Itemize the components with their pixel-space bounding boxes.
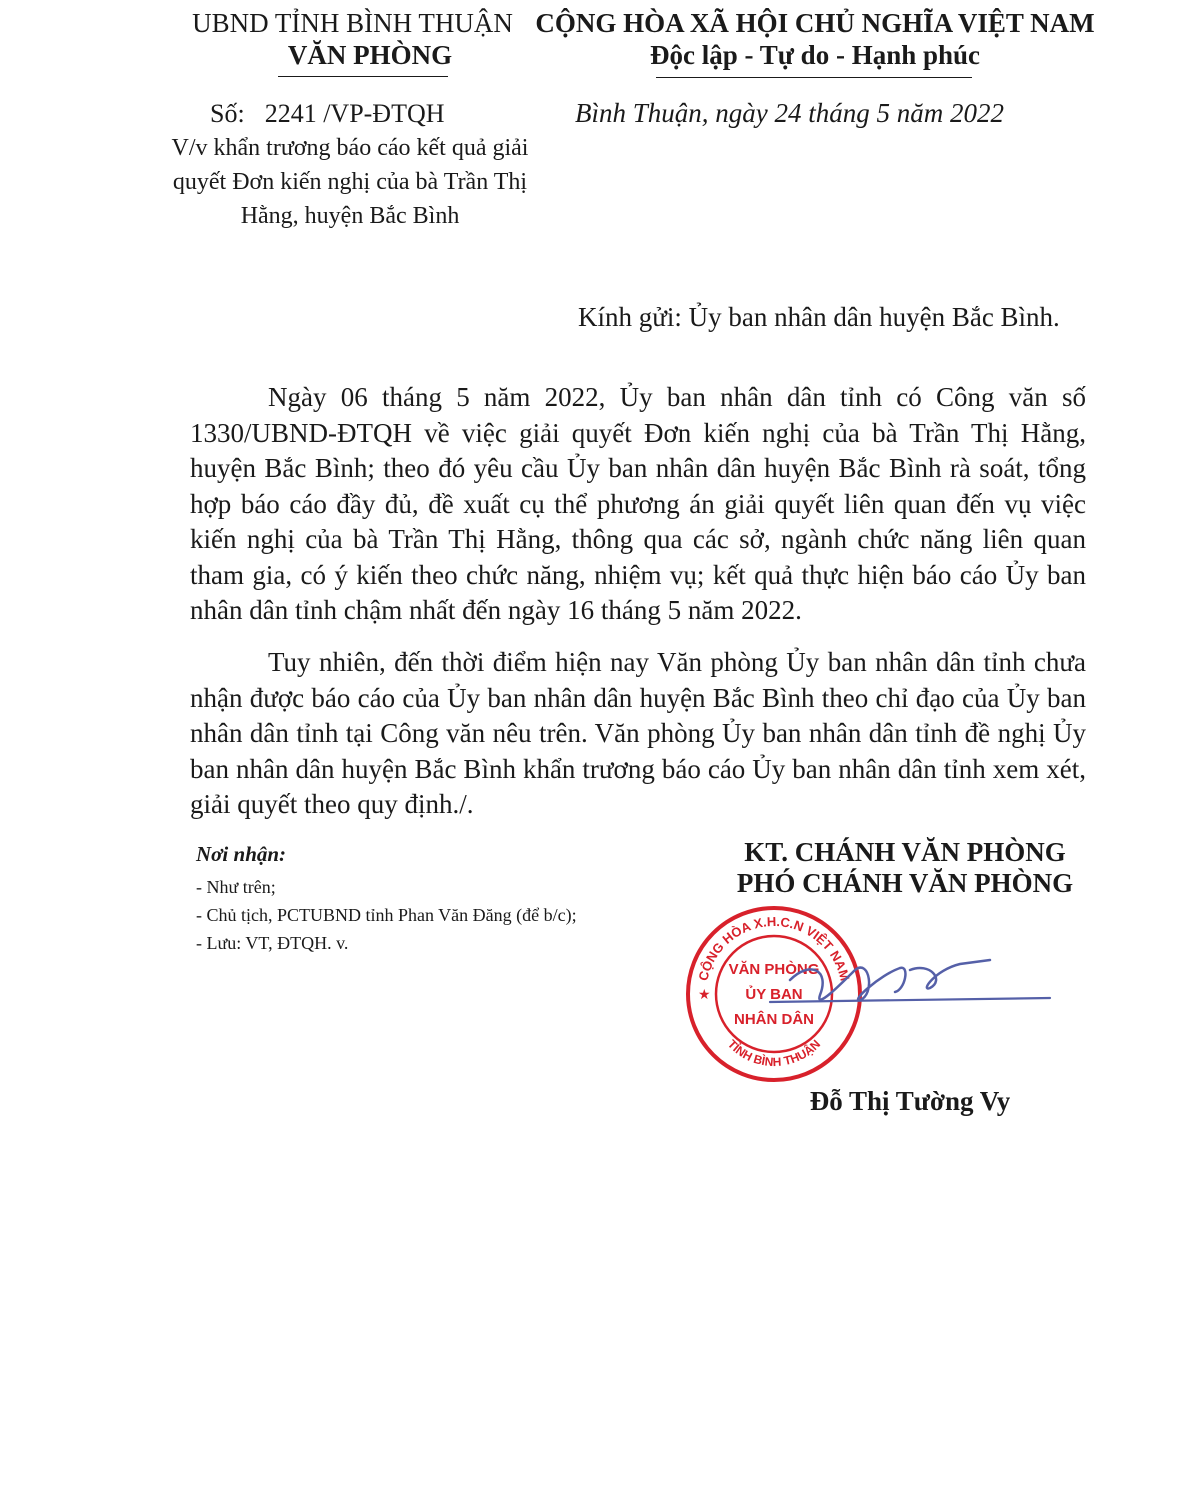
recipient-line: Kính gửi: Ủy ban nhân dân huyện Bắc Bình.	[578, 302, 1060, 332]
signature-title-1: KT. CHÁNH VĂN PHÒNG	[744, 837, 1066, 867]
stamp-center-line: ỦY BAN	[745, 986, 803, 1003]
distribution-label: Nơi nhận:	[196, 842, 287, 866]
handwritten-signature	[760, 940, 1060, 1030]
motto-underline	[656, 77, 972, 78]
org-underline	[278, 76, 448, 77]
signature-title-2: PHÓ CHÁNH VĂN PHÒNG	[736, 868, 1074, 898]
national-title: CỘNG HÒA XÃ HỘI CHỦ NGHĨA VIỆT NAM	[535, 8, 1095, 38]
body-paragraph-1: Ngày 06 tháng 5 năm 2022, Ủy ban nhân dân tỉnh có Công văn số 1330/UBND-ĐTQH về việc giải quyết Đơn kiến nghị của bà Trần Thị Hằng, huyện Bắc Bình; theo đó yêu cầu Ủy ban nhân dân huyện Bắc Bình rà soát, tổng hợp báo cáo đầy đủ, đề xuất cụ thể phương án giải quyết liên quan đến vụ việc kiến nghị của bà Trần Thị Hằng, thông qua các sở, ngành chức năng liên quan tham gia, có ý kiến theo chức năng, nhiệm vụ; kết quả thực hiện báo cáo Ủy ban nhân dân tỉnh chậm nhất đến ngày 16 tháng 5 năm 2022.	[190, 382, 1086, 625]
distribution-item: - Như trên;	[196, 877, 276, 897]
document-number-value: 2241 /VP-ĐTQH	[264, 99, 445, 128]
document-number-label: Số:	[210, 99, 245, 128]
svg-text:★: ★	[698, 987, 711, 1003]
stamp-ring-text: CỘNG HÒA X.H.C.N VIỆT NAM	[695, 913, 853, 983]
stamp-center-line: NHÂN DÂN	[734, 1011, 814, 1028]
body-paragraph-2: Tuy nhiên, đến thời điểm hiện nay Văn phòng Ủy ban nhân dân tỉnh chưa nhận được báo cáo của Ủy ban nhân dân huyện Bắc Bình theo chỉ đạo của Ủy ban nhân dân tỉnh tại Công văn nêu trên. Văn phòng Ủy ban nhân dân tỉnh đề nghị Ủy ban nhân dân huyện Bắc Bình khẩn trương báo cáo Ủy ban nhân dân tỉnh xem xét, giải quyết theo quy định./.	[190, 647, 1086, 819]
place-and-date: Bình Thuận, ngày 24 tháng 5 năm 2022	[575, 98, 1004, 128]
document-subject: V/v khẩn trương báo cáo kết quả giải quyết Đơn kiến nghị của bà Trần Thị Hằng, huyện Bắc Bình	[171, 135, 529, 229]
distribution-item: - Chủ tịch, PCTUBND tỉnh Phan Văn Đăng (để b/c);	[196, 905, 577, 925]
signer-name: Đỗ Thị Tường Vy	[809, 1086, 1011, 1116]
stamp-ring-bottom: TỈNH BÌNH THUẬN	[724, 1036, 824, 1070]
stamp-center-line: VĂN PHÒNG	[728, 961, 820, 978]
distribution-item: - Lưu: VT, ĐTQH. v.	[196, 933, 349, 953]
national-motto: Độc lập - Tự do - Hạnh phúc	[649, 40, 981, 70]
issuing-org: VĂN PHÒNG	[287, 40, 453, 70]
document-number	[210, 99, 445, 129]
issuing-org-parent: UBND TỈNH BÌNH THUẬN	[192, 8, 513, 38]
